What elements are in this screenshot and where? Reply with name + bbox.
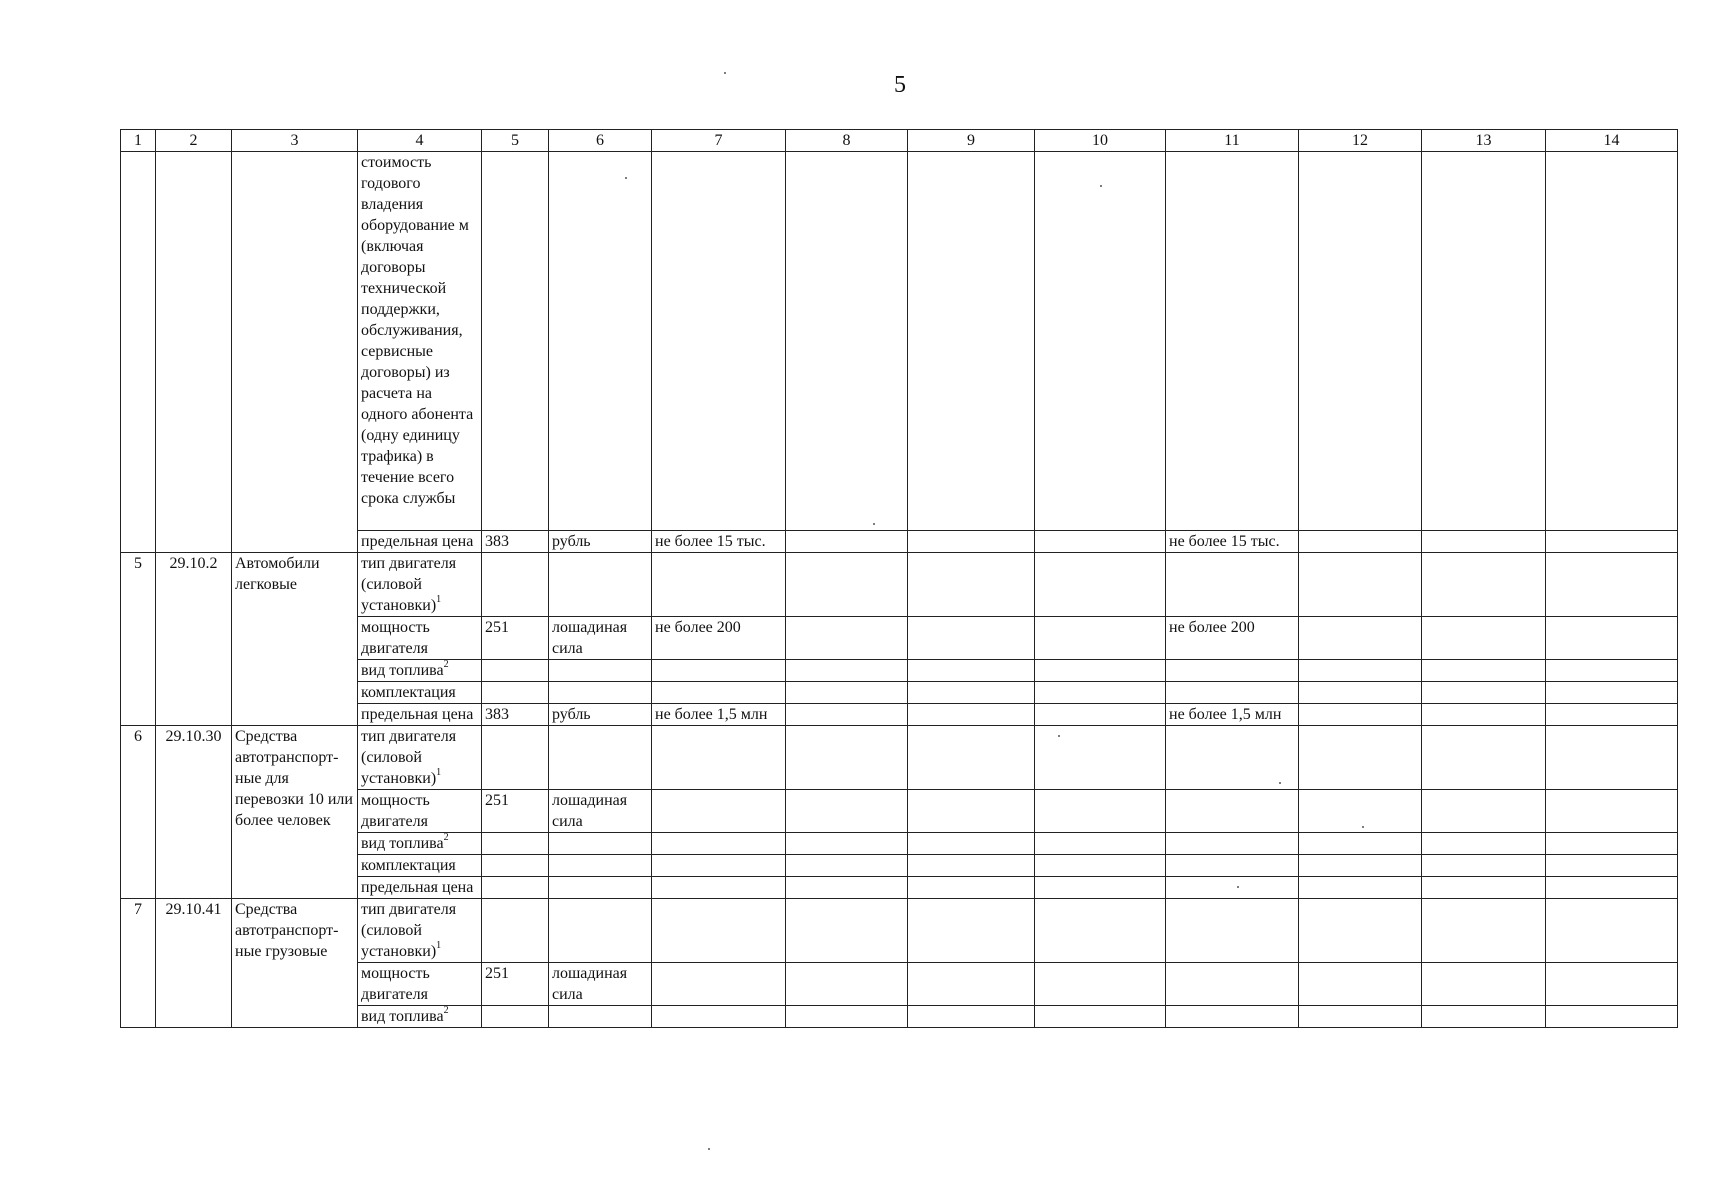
engine-type-label: тип двигателя (силовой установки) <box>361 728 457 787</box>
scan-speck <box>1058 735 1060 737</box>
engine-type-cell <box>358 899 482 963</box>
table-row <box>121 553 1678 617</box>
okei-code: 383 <box>482 531 549 553</box>
footnote-mark: 1 <box>436 940 442 951</box>
okei-code: 251 <box>482 963 549 1006</box>
column-number: 2 <box>156 130 232 152</box>
unit-name: лошадиная сила <box>549 617 652 660</box>
row-number: 5 <box>121 553 156 726</box>
engine-type-label: тип двигателя (силовой установки) <box>361 555 457 614</box>
equipment-label: комплектация <box>358 855 482 877</box>
column-number: 14 <box>1546 130 1678 152</box>
item-name: Автомобили легковые <box>232 553 358 726</box>
column-number: 5 <box>482 130 549 152</box>
column-number: 6 <box>549 130 652 152</box>
footnote-mark: 1 <box>436 594 442 605</box>
footnote-mark: 2 <box>443 659 449 670</box>
cell <box>121 152 156 553</box>
column-number: 10 <box>1035 130 1166 152</box>
scan-speck <box>1237 886 1239 888</box>
fuel-label: вид топлива <box>361 835 444 852</box>
okei-code: 251 <box>482 617 549 660</box>
okpd-code: 29.10.41 <box>156 899 232 1028</box>
item-name: Средства автотранспорт-ные для перевозки 10 или более человек <box>232 726 358 899</box>
value-cell: не более 200 <box>1166 617 1299 660</box>
value-cell: не более 1,5 млн <box>1166 704 1299 726</box>
fuel-cell <box>358 660 482 682</box>
value-cell: не более 200 <box>652 617 786 660</box>
scan-speck <box>873 523 875 525</box>
row-number: 6 <box>121 726 156 899</box>
column-number: 8 <box>786 130 908 152</box>
value-cell: не более 1,5 млн <box>652 704 786 726</box>
characteristics-table <box>120 129 1678 1028</box>
column-number: 11 <box>1166 130 1299 152</box>
column-number: 3 <box>232 130 358 152</box>
value-cell: не более 15 тыс. <box>652 531 786 553</box>
scan-speck <box>724 72 726 74</box>
price-label: предельная цена <box>358 531 482 553</box>
fuel-cell <box>358 833 482 855</box>
scan-speck <box>1100 185 1102 187</box>
unit-name: лошадиная сила <box>549 963 652 1006</box>
footnote-mark: 2 <box>443 832 449 843</box>
row-number: 7 <box>121 899 156 1028</box>
footnote-mark: 1 <box>436 767 442 778</box>
engine-type-cell <box>358 553 482 617</box>
cell <box>156 152 232 553</box>
scan-speck <box>625 177 627 179</box>
scan-speck <box>1362 826 1364 828</box>
scan-speck <box>1279 782 1281 784</box>
equipment-label: комплектация <box>358 682 482 704</box>
table-row <box>121 899 1678 963</box>
fuel-cell <box>358 1006 482 1028</box>
power-label: мощность двигателя <box>358 617 482 660</box>
value-cell: не более 15 тыс. <box>1166 531 1299 553</box>
column-number: 1 <box>121 130 156 152</box>
scan-speck <box>708 1148 710 1150</box>
cell <box>232 152 358 553</box>
column-number: 7 <box>652 130 786 152</box>
price-label: предельная цена <box>358 877 482 899</box>
page-number: 5 <box>894 72 906 98</box>
column-number: 12 <box>1299 130 1422 152</box>
ownership-cost-label: стоимость годового владения оборудование м (включая договоры технической поддержки, обслуживания, сервисные договоры) из расчета на одного абонента (одну единицу трафика) в течение всего срока службы <box>358 152 482 531</box>
column-number: 4 <box>358 130 482 152</box>
footnote-mark: 2 <box>443 1005 449 1016</box>
engine-type-label: тип двигателя (силовой установки) <box>361 901 457 960</box>
fuel-label: вид топлива <box>361 1008 444 1025</box>
okpd-code: 29.10.30 <box>156 726 232 899</box>
power-label: мощность двигателя <box>358 963 482 1006</box>
column-number: 9 <box>908 130 1035 152</box>
price-label: предельная цена <box>358 704 482 726</box>
item-name: Средства автотранспорт-ные грузовые <box>232 899 358 1028</box>
unit-name: лошадиная сила <box>549 790 652 833</box>
unit-name: рубль <box>549 704 652 726</box>
okpd-code: 29.10.2 <box>156 553 232 726</box>
power-label: мощность двигателя <box>358 790 482 833</box>
column-number-row <box>121 130 1678 152</box>
okei-code: 383 <box>482 704 549 726</box>
column-number: 13 <box>1422 130 1546 152</box>
okei-code: 251 <box>482 790 549 833</box>
engine-type-cell <box>358 726 482 790</box>
fuel-label: вид топлива <box>361 662 444 679</box>
table-row <box>121 726 1678 790</box>
table-row <box>121 152 1678 531</box>
unit-name: рубль <box>549 531 652 553</box>
